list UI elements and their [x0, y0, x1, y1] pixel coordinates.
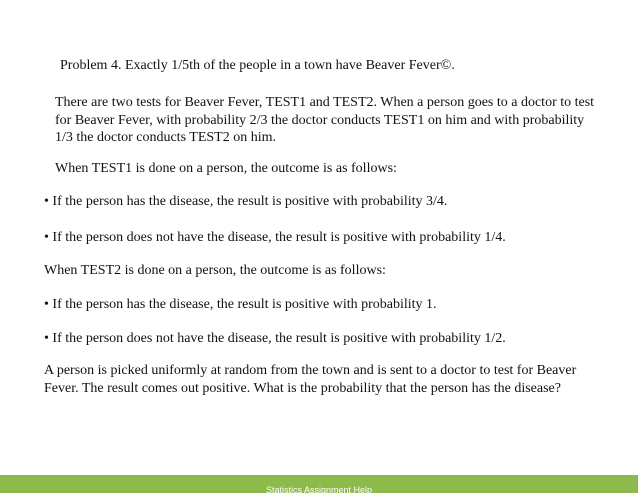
test1-bullet-disease: • If the person has the disease, the result is positive with probability 3/4.	[44, 194, 448, 209]
test1-heading: When TEST1 is done on a person, the outcome is as follows:	[55, 161, 397, 176]
test1-bullet-no-disease: • If the person does not have the disease, the result is positive with probability 1/4.	[44, 230, 506, 245]
footer-bar	[0, 475, 638, 493]
intro-paragraph: There are two tests for Beaver Fever, TEST1 and TEST2. When a person goes to a doctor to test for Beaver Fever, with probability 2/3 the doctor conducts TEST1 on him and with probability 1/3 the doctor conducts TEST2 on him.	[55, 95, 595, 145]
problem-title: Problem 4. Exactly 1/5th of the people in a town have Beaver Fever©.	[60, 58, 455, 73]
test2-heading: When TEST2 is done on a person, the outcome is as follows:	[44, 263, 386, 278]
question-paragraph: A person is picked uniformly at random from the town and is sent to a doctor to test for Beaver Fever. The result comes out positive. What is the probability that the person has the disease?	[44, 363, 577, 396]
test2-bullet-disease: • If the person has the disease, the result is positive with probability 1.	[44, 297, 437, 312]
footer-text: Statistics Assignment Help	[265, 485, 373, 495]
test2-bullet-no-disease: • If the person does not have the disease, the result is positive with probability 1/2.	[44, 331, 506, 346]
